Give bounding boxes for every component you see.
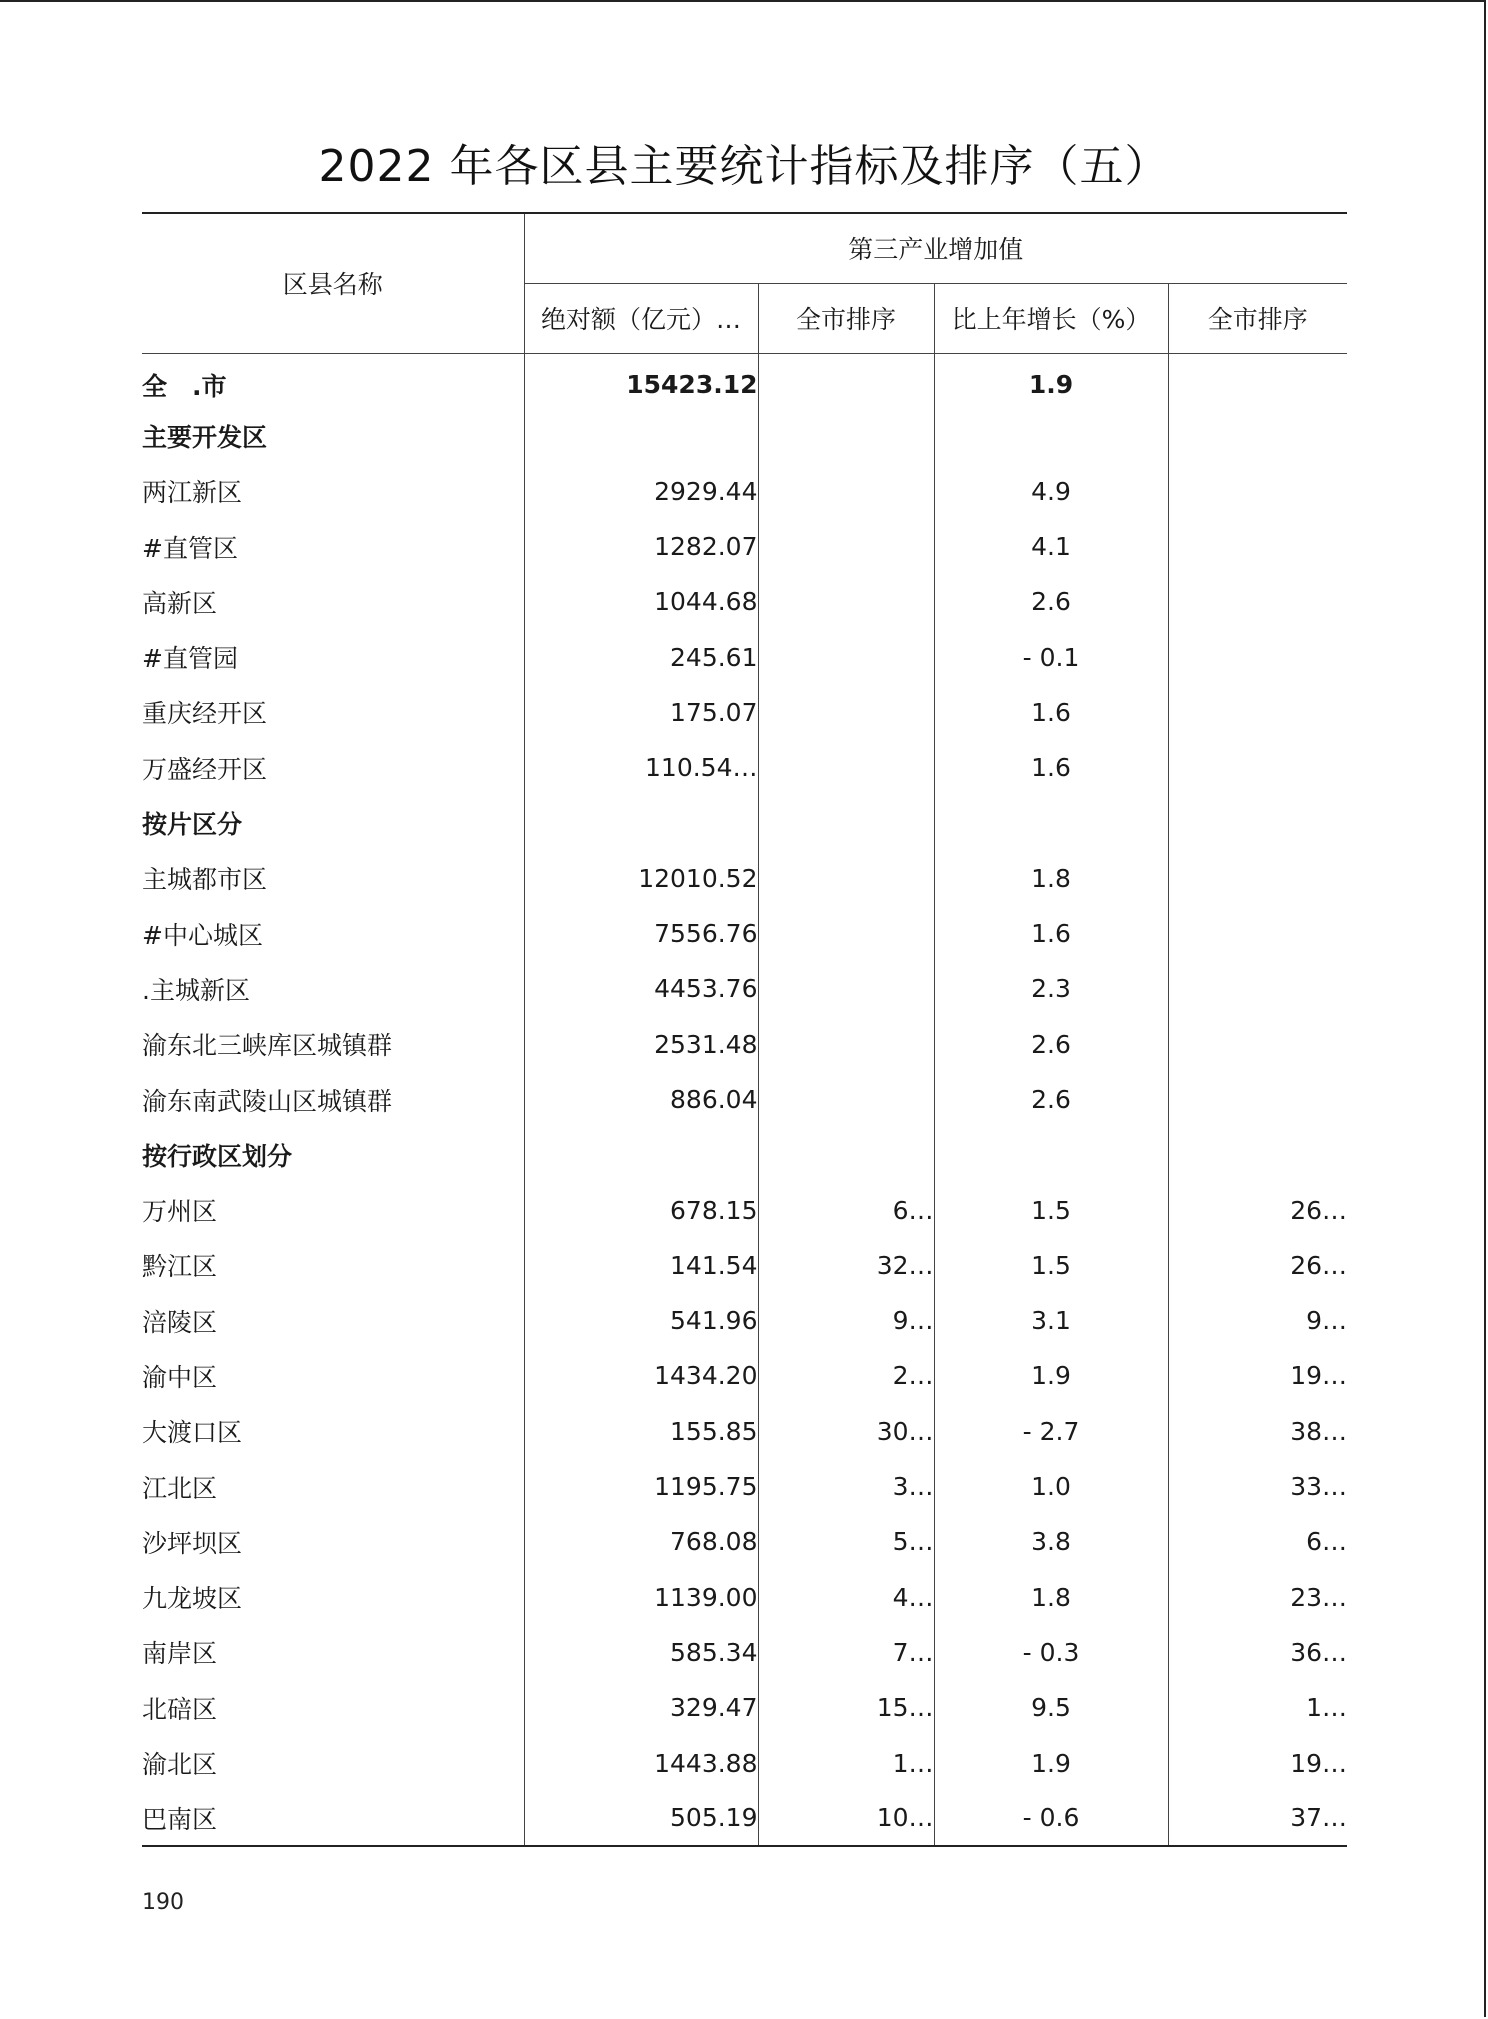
- region-name-cell: 渝东南武陵山区城镇群: [142, 1072, 524, 1127]
- table-row: [142, 1791, 1347, 1846]
- city-rank-1-cell: 6…: [758, 1182, 934, 1237]
- city-rank-2-cell: [1168, 795, 1347, 850]
- growth-rate-cell: 1.5: [934, 1182, 1168, 1237]
- table-row: [142, 1072, 1347, 1127]
- city-rank-1-cell: 30…: [758, 1404, 934, 1459]
- absolute-amount-cell: 141.54: [524, 1238, 758, 1293]
- absolute-amount-cell: 155.85: [524, 1404, 758, 1459]
- table-row: [142, 353, 1347, 408]
- city-rank-1-cell: [758, 740, 934, 795]
- city-rank-1-cell: 9…: [758, 1293, 934, 1348]
- region-name-cell: 万盛经开区: [142, 740, 524, 795]
- growth-rate-cell: 2.6: [934, 1017, 1168, 1072]
- city-rank-2-cell: [1168, 464, 1347, 519]
- page-title: 2022 年各区县主要统计指标及排序（五）: [318, 141, 1170, 192]
- city-rank-2-cell: 19…: [1290, 1748, 1348, 1778]
- absolute-amount-cell: 1443.88: [524, 1735, 758, 1790]
- region-name-cell: 按行政区划分: [142, 1127, 524, 1182]
- city-rank-1-cell: 1…: [758, 1735, 934, 1790]
- growth-rate-cell: 1.6: [934, 740, 1168, 795]
- absolute-amount-cell: 2531.48: [524, 1017, 758, 1072]
- absolute-amount-cell: 7556.76: [524, 906, 758, 961]
- growth-rate-cell: 3.8: [934, 1514, 1168, 1569]
- growth-rate-cell: 1.6: [934, 685, 1168, 740]
- city-rank-2-cell: 26…: [1290, 1195, 1348, 1225]
- region-name-cell: 重庆经开区: [142, 685, 524, 740]
- city-rank-1-cell: 7…: [758, 1625, 934, 1680]
- absolute-amount-cell: 12010.52: [524, 851, 758, 906]
- growth-rate-cell: 1.9: [934, 1348, 1168, 1403]
- city-rank-2-cell: [1168, 519, 1347, 574]
- table-row: [142, 685, 1347, 740]
- growth-rate-cell: - 0.6: [934, 1791, 1168, 1846]
- absolute-amount-cell: 1044.68: [524, 574, 758, 629]
- absolute-amount-cell: 2929.44: [524, 464, 758, 519]
- absolute-amount-cell: 175.07: [524, 685, 758, 740]
- city-rank-1-cell: [758, 464, 934, 519]
- growth-rate-cell: 3.1: [934, 1293, 1168, 1348]
- region-name-cell: 高新区: [142, 574, 524, 629]
- region-name-cell: 江北区: [142, 1459, 524, 1514]
- city-rank-1-cell: [758, 1072, 934, 1127]
- absolute-amount-cell: 541.96: [524, 1293, 758, 1348]
- region-name-cell: #直管园: [142, 629, 524, 684]
- table-row: [142, 1238, 1347, 1293]
- growth-rate-cell: [934, 1127, 1168, 1182]
- city-rank-1-cell: [758, 795, 934, 850]
- page-number: 190: [142, 1890, 184, 1915]
- table-row: [142, 1459, 1347, 1514]
- region-name-cell: .主城新区: [142, 961, 524, 1016]
- table-row: [142, 1625, 1347, 1680]
- region-name-cell: 全 .市: [142, 353, 524, 408]
- statistics-table: [142, 212, 1347, 1847]
- growth-rate-cell: 1.8: [934, 851, 1168, 906]
- table-row: [142, 851, 1347, 906]
- city-rank-1-cell: [758, 906, 934, 961]
- city-rank-1-cell: [758, 961, 934, 1016]
- growth-rate-cell: - 2.7: [934, 1404, 1168, 1459]
- table-row: [142, 1293, 1347, 1348]
- absolute-amount-cell: 1139.00: [524, 1570, 758, 1625]
- city-rank-1-cell: [758, 1127, 934, 1182]
- absolute-amount-cell: [524, 1127, 758, 1182]
- growth-rate-cell: 1.9: [934, 353, 1168, 408]
- table-row: [142, 1182, 1347, 1237]
- city-rank-2-cell: 37…: [1290, 1803, 1348, 1833]
- city-rank-2-cell: [1168, 353, 1347, 408]
- city-rank-1-cell: 2…: [758, 1348, 934, 1403]
- table-row: [142, 519, 1347, 574]
- city-rank-2-cell: 36…: [1290, 1637, 1348, 1667]
- header-group-tertiary-industry: 第三产业增加值: [524, 213, 1347, 283]
- region-name-cell: 黔江区: [142, 1238, 524, 1293]
- city-rank-1-cell: 3…: [758, 1459, 934, 1514]
- table-row: [142, 740, 1347, 795]
- table-row: [142, 629, 1347, 684]
- table-row: [142, 1735, 1347, 1790]
- region-name-cell: 九龙坡区: [142, 1570, 524, 1625]
- table-row: [142, 1348, 1347, 1403]
- city-rank-1-cell: 15…: [758, 1680, 934, 1735]
- city-rank-2-cell: [1168, 740, 1347, 795]
- city-rank-2-cell: 23…: [1290, 1582, 1348, 1612]
- growth-rate-cell: [934, 795, 1168, 850]
- growth-rate-cell: 1.9: [934, 1735, 1168, 1790]
- growth-rate-cell: 1.0: [934, 1459, 1168, 1514]
- growth-rate-cell: 1.5: [934, 1238, 1168, 1293]
- growth-rate-cell: 9.5: [934, 1680, 1168, 1735]
- region-name-cell: 大渡口区: [142, 1404, 524, 1459]
- region-name-cell: 渝中区: [142, 1348, 524, 1403]
- city-rank-2-cell: 38…: [1290, 1416, 1348, 1446]
- absolute-amount-cell: 585.34: [524, 1625, 758, 1680]
- table-row: [142, 906, 1347, 961]
- absolute-amount-cell: 886.04: [524, 1072, 758, 1127]
- region-name-cell: 主要开发区: [142, 408, 524, 463]
- growth-rate-cell: [934, 408, 1168, 463]
- city-rank-2-cell: 9…: [1306, 1306, 1348, 1336]
- growth-rate-cell: 1.6: [934, 906, 1168, 961]
- region-name-cell: 渝东北三峡库区城镇群: [142, 1017, 524, 1072]
- city-rank-1-cell: 10…: [758, 1791, 934, 1846]
- absolute-amount-cell: 329.47: [524, 1680, 758, 1735]
- region-name-cell: 两江新区: [142, 464, 524, 519]
- absolute-amount-cell: 245.61: [524, 629, 758, 684]
- city-rank-1-cell: [758, 408, 934, 463]
- city-rank-2-cell: [1168, 1127, 1347, 1182]
- table-row: [142, 1680, 1347, 1735]
- region-name-cell: 南岸区: [142, 1625, 524, 1680]
- region-name-cell: 巴南区: [142, 1791, 524, 1846]
- city-rank-2-cell: 33…: [1290, 1472, 1348, 1502]
- table-row: [142, 1404, 1347, 1459]
- table-body: [142, 353, 1347, 1846]
- region-name-cell: 涪陵区: [142, 1293, 524, 1348]
- growth-rate-cell: 1.8: [934, 1570, 1168, 1625]
- city-rank-2-cell: [1168, 851, 1347, 906]
- table-row: [142, 1127, 1347, 1182]
- absolute-amount-cell: [524, 408, 758, 463]
- absolute-amount-cell: 768.08: [524, 1514, 758, 1569]
- header-growth-rate: 比上年增长（%）: [934, 283, 1168, 353]
- city-rank-2-cell: [1168, 629, 1347, 684]
- city-rank-2-cell: 26…: [1290, 1250, 1348, 1280]
- region-name-cell: 沙坪坝区: [142, 1514, 524, 1569]
- absolute-amount-cell: [524, 795, 758, 850]
- city-rank-1-cell: [758, 574, 934, 629]
- region-name-cell: 渝北区: [142, 1735, 524, 1790]
- absolute-amount-cell: 1434.20: [524, 1348, 758, 1403]
- header-absolute-amount: 绝对额（亿元）…: [524, 283, 758, 353]
- city-rank-2-cell: [1168, 1072, 1347, 1127]
- city-rank-2-cell: [1168, 1017, 1347, 1072]
- city-rank-2-cell: 19…: [1290, 1361, 1348, 1391]
- city-rank-1-cell: 32…: [758, 1238, 934, 1293]
- city-rank-2-cell: [1168, 408, 1347, 463]
- region-name-cell: 北碚区: [142, 1680, 524, 1735]
- region-name-cell: 万州区: [142, 1182, 524, 1237]
- city-rank-2-cell: [1168, 961, 1347, 1016]
- city-rank-1-cell: [758, 1017, 934, 1072]
- region-name-cell: 主城都市区: [142, 851, 524, 906]
- absolute-amount-cell: 15423.12: [524, 353, 758, 408]
- city-rank-1-cell: [758, 519, 934, 574]
- growth-rate-cell: 2.3: [934, 961, 1168, 1016]
- city-rank-2-cell: 1…: [1306, 1693, 1348, 1723]
- region-name-cell: 按片区分: [142, 795, 524, 850]
- growth-rate-cell: - 0.3: [934, 1625, 1168, 1680]
- table-row: [142, 574, 1347, 629]
- absolute-amount-cell: 505.19: [524, 1791, 758, 1846]
- city-rank-2-cell: [1168, 574, 1347, 629]
- growth-rate-cell: 4.1: [934, 519, 1168, 574]
- city-rank-1-cell: [758, 629, 934, 684]
- absolute-amount-cell: 678.15: [524, 1182, 758, 1237]
- absolute-amount-cell: 4453.76: [524, 961, 758, 1016]
- region-name-cell: #直管区: [142, 519, 524, 574]
- city-rank-1-cell: [758, 685, 934, 740]
- city-rank-1-cell: [758, 851, 934, 906]
- city-rank-1-cell: 5…: [758, 1514, 934, 1569]
- city-rank-2-cell: 6…: [1306, 1527, 1348, 1557]
- table-row: [142, 408, 1347, 463]
- header-region-name: 区县名称: [142, 213, 524, 353]
- growth-rate-cell: - 0.1: [934, 629, 1168, 684]
- growth-rate-cell: 4.9: [934, 464, 1168, 519]
- table-row: [142, 464, 1347, 519]
- city-rank-2-cell: [1168, 906, 1347, 961]
- city-rank-2-cell: [1168, 685, 1347, 740]
- table-row: [142, 795, 1347, 850]
- table-row: [142, 1514, 1347, 1569]
- header-city-rank-2: 全市排序: [1168, 283, 1347, 353]
- region-name-cell: #中心城区: [142, 906, 524, 961]
- growth-rate-cell: 2.6: [934, 1072, 1168, 1127]
- city-rank-1-cell: 4…: [758, 1570, 934, 1625]
- header-city-rank-1: 全市排序: [758, 283, 934, 353]
- city-rank-1-cell: [758, 353, 934, 408]
- absolute-amount-cell: 110.54…: [524, 740, 758, 795]
- table-row: [142, 1017, 1347, 1072]
- absolute-amount-cell: 1195.75: [524, 1459, 758, 1514]
- table-row: [142, 1570, 1347, 1625]
- absolute-amount-cell: 1282.07: [524, 519, 758, 574]
- growth-rate-cell: 2.6: [934, 574, 1168, 629]
- table-row: [142, 961, 1347, 1016]
